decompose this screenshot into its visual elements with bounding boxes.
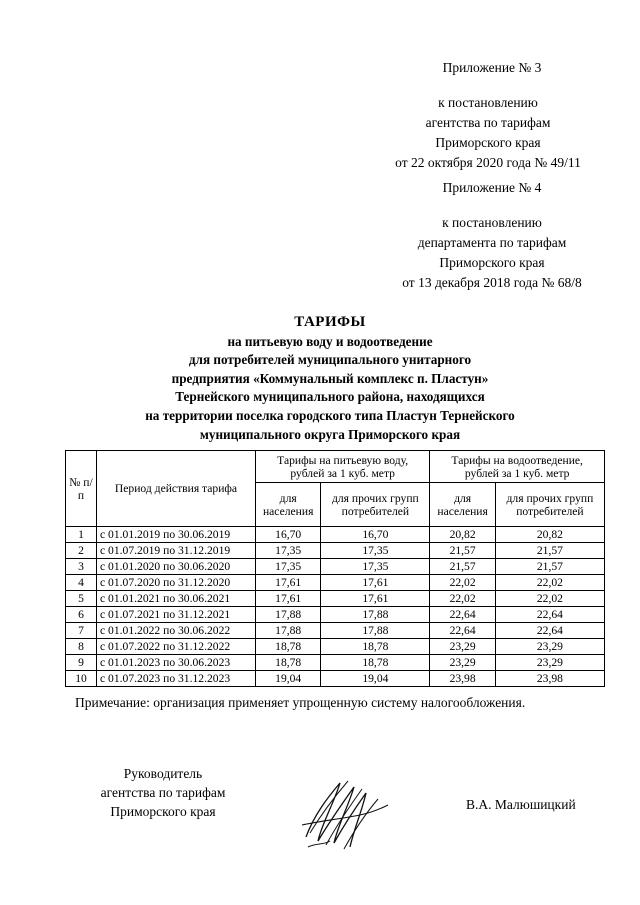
title-line: предприятия «Коммунальный комплекс п. Пластун» bbox=[171, 370, 489, 386]
table-row bbox=[66, 591, 605, 607]
row-sewer-population: 23,98 bbox=[430, 671, 495, 687]
row-period: с 01.07.2023 по 31.12.2023 bbox=[97, 671, 256, 687]
row-water-other: 19,04 bbox=[321, 671, 430, 687]
row-sewer-population: 21,57 bbox=[430, 559, 495, 575]
row-number: 6 bbox=[66, 607, 97, 623]
appendix-3-line: от 22 октября 2020 года № 49/11 bbox=[395, 155, 581, 170]
row-sewer-other: 22,64 bbox=[495, 607, 604, 623]
row-water-other: 17,61 bbox=[321, 575, 430, 591]
signatory-name: В.А. Малюшицкий bbox=[466, 797, 576, 812]
row-sewer-other: 22,64 bbox=[495, 623, 604, 639]
appendix-3-line: Приморского края bbox=[435, 135, 541, 150]
row-water-population: 16,70 bbox=[256, 527, 321, 543]
row-number: 3 bbox=[66, 559, 97, 575]
note: Примечание: организация применяет упрощенную систему налогообложения. bbox=[75, 695, 526, 710]
header-water-group: Тарифы на питьевую воду, рублей за 1 куб. метр bbox=[256, 451, 430, 483]
appendix-3-heading: Приложение № 3 bbox=[442, 60, 542, 75]
row-sewer-population: 22,02 bbox=[430, 575, 495, 591]
row-sewer-population: 21,57 bbox=[430, 543, 495, 559]
row-water-other: 18,78 bbox=[321, 639, 430, 655]
row-water-other: 17,88 bbox=[321, 623, 430, 639]
row-number: 8 bbox=[66, 639, 97, 655]
appendix-4-reference bbox=[374, 213, 610, 293]
row-number: 7 bbox=[66, 623, 97, 639]
row-water-other: 16,70 bbox=[321, 527, 430, 543]
row-number: 4 bbox=[66, 575, 97, 591]
header-sewer-other: для прочих групп потребителей bbox=[495, 483, 604, 527]
row-period: с 01.01.2019 по 30.06.2019 bbox=[97, 527, 256, 543]
table-row bbox=[66, 671, 605, 687]
header-water-population: для населения bbox=[256, 483, 321, 527]
row-number: 2 bbox=[66, 543, 97, 559]
row-water-population: 17,61 bbox=[256, 591, 321, 607]
table-row bbox=[66, 607, 605, 623]
header-sewer-group: Тарифы на водоотведение, рублей за 1 куб. метр bbox=[430, 451, 605, 483]
tariff-table-body bbox=[66, 527, 605, 687]
title-line: на питьевую воду и водоотведение bbox=[227, 333, 433, 349]
row-period: с 01.07.2020 по 31.12.2020 bbox=[97, 575, 256, 591]
table-row bbox=[66, 527, 605, 543]
table-row bbox=[66, 559, 605, 575]
signatory-position-line: Приморского края bbox=[110, 804, 216, 819]
row-period: с 01.01.2021 по 30.06.2021 bbox=[97, 591, 256, 607]
row-water-other: 17,35 bbox=[321, 559, 430, 575]
row-number: 1 bbox=[66, 527, 97, 543]
signatory-position-line: Руководитель bbox=[123, 766, 203, 781]
row-period: с 01.01.2020 по 30.06.2020 bbox=[97, 559, 256, 575]
row-sewer-population: 22,64 bbox=[430, 607, 495, 623]
row-sewer-other: 23,29 bbox=[495, 655, 604, 671]
title-line: муниципального округа Приморского края bbox=[199, 426, 461, 442]
appendix-3-line: к постановлению bbox=[438, 95, 538, 110]
row-period: с 01.07.2019 по 31.12.2019 bbox=[97, 543, 256, 559]
title-line: Тернейского муниципального района, находящихся bbox=[175, 389, 485, 405]
row-number: 9 bbox=[66, 655, 97, 671]
row-period: с 01.01.2022 по 30.06.2022 bbox=[97, 623, 256, 639]
appendix-3-line: агентства по тарифам bbox=[425, 115, 551, 130]
header-period: Период действия тарифа bbox=[97, 451, 256, 527]
row-water-population: 17,88 bbox=[256, 607, 321, 623]
appendix-4-line: департамента по тарифам bbox=[417, 235, 567, 250]
row-water-population: 17,61 bbox=[256, 575, 321, 591]
table-row bbox=[66, 623, 605, 639]
table-row bbox=[66, 575, 605, 591]
row-water-population: 19,04 bbox=[256, 671, 321, 687]
row-water-other: 17,88 bbox=[321, 607, 430, 623]
table-row bbox=[66, 543, 605, 559]
header-sewer-population: для населения bbox=[430, 483, 495, 527]
row-water-population: 17,35 bbox=[256, 559, 321, 575]
signatory-position bbox=[75, 764, 251, 821]
row-sewer-other: 20,82 bbox=[495, 527, 604, 543]
row-water-population: 18,78 bbox=[256, 655, 321, 671]
appendix-4-heading: Приложение № 4 bbox=[442, 180, 542, 195]
title-line: для потребителей муниципального унитарного bbox=[188, 352, 472, 368]
row-period: с 01.01.2023 по 30.06.2023 bbox=[97, 655, 256, 671]
appendix-4-line: к постановлению bbox=[442, 215, 542, 230]
row-water-population: 18,78 bbox=[256, 639, 321, 655]
row-number: 10 bbox=[66, 671, 97, 687]
row-sewer-other: 22,02 bbox=[495, 591, 604, 607]
title-main: ТАРИФЫ bbox=[294, 314, 366, 330]
row-number: 5 bbox=[66, 591, 97, 607]
row-water-other: 17,61 bbox=[321, 591, 430, 607]
tariff-table bbox=[65, 450, 605, 687]
title-line: на территории поселка городского типа Пластун Тернейского bbox=[145, 407, 515, 423]
row-water-population: 17,35 bbox=[256, 543, 321, 559]
row-sewer-other: 23,98 bbox=[495, 671, 604, 687]
table-row bbox=[66, 655, 605, 671]
signatory-position-line: агентства по тарифам bbox=[100, 785, 226, 800]
row-sewer-other: 22,02 bbox=[495, 575, 604, 591]
row-sewer-population: 20,82 bbox=[430, 527, 495, 543]
row-water-other: 18,78 bbox=[321, 655, 430, 671]
row-period: с 01.07.2021 по 31.12.2021 bbox=[97, 607, 256, 623]
row-period: с 01.07.2022 по 31.12.2022 bbox=[97, 639, 256, 655]
row-sewer-population: 23,29 bbox=[430, 639, 495, 655]
header-number: № п/п bbox=[66, 451, 97, 527]
row-sewer-population: 22,64 bbox=[430, 623, 495, 639]
row-water-other: 17,35 bbox=[321, 543, 430, 559]
appendix-4-line: Приморского края bbox=[439, 255, 545, 270]
appendix-3-reference bbox=[370, 93, 606, 173]
row-water-population: 17,88 bbox=[256, 623, 321, 639]
row-sewer-other: 21,57 bbox=[495, 543, 604, 559]
table-row bbox=[66, 639, 605, 655]
header-water-other: для прочих групп потребителей bbox=[321, 483, 430, 527]
row-sewer-population: 23,29 bbox=[430, 655, 495, 671]
document-title bbox=[40, 313, 620, 444]
appendix-4-line: от 13 декабря 2018 года № 68/8 bbox=[402, 275, 582, 290]
row-sewer-population: 22,02 bbox=[430, 591, 495, 607]
row-sewer-other: 23,29 bbox=[495, 639, 604, 655]
handwritten-signature bbox=[300, 775, 392, 855]
row-sewer-other: 21,57 bbox=[495, 559, 604, 575]
